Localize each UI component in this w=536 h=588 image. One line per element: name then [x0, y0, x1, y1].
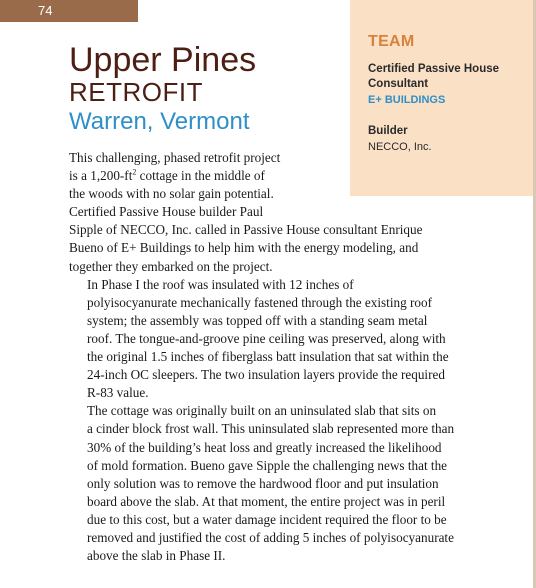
article-location: Warren, Vermont: [69, 108, 250, 135]
text-line: only solution was to remove the hardwood floor and put insulation: [87, 475, 439, 491]
team-role: Builder: [368, 125, 408, 137]
text-line: 24-inch OC sleepers. The two insulation layers provide the required: [87, 367, 445, 383]
text-line: together they embarked on the project.: [69, 258, 273, 274]
text-line: R-83 value.: [87, 385, 149, 401]
team-role: Certified Passive House Consultant: [368, 63, 500, 90]
page-number: 74: [38, 3, 53, 18]
text-line: the original 1.5 inches of fiberglass batt insulation that sat within the: [87, 349, 449, 365]
article-title-block: [69, 42, 359, 137]
article-body: [69, 149, 494, 565]
text-line: The cottage was originally built on an uninsulated slab that sits on: [87, 403, 437, 419]
team-name: NECCO, Inc.: [368, 141, 432, 153]
paragraph-intro: [69, 149, 494, 276]
text-line: due to this cost, but a water damage incident required the floor to be: [87, 511, 447, 527]
text-segment: is a 1,200-ft: [69, 168, 133, 184]
text-line: Sipple of NECCO, Inc. called in Passive House consultant Enrique: [69, 222, 423, 238]
text-line: roof. The tongue-and-groove pine ceiling was preserved, along with: [87, 330, 446, 346]
article-title: Upper Pines: [69, 41, 257, 79]
text-line: board above the slab. At that moment, the entire project was in peril: [87, 493, 446, 509]
text-line: removed and justified the cost of adding 5 inches of polyisocyanurate: [87, 529, 454, 545]
text-line: Certified Passive House builder Paul: [69, 204, 264, 220]
article-subtitle: RETROFIT: [69, 77, 203, 107]
team-entry-consultant: [368, 62, 521, 107]
team-heading: TEAM: [368, 33, 415, 50]
text-line: a cinder block frost wall. This uninsulated slab represented more than: [87, 421, 455, 437]
text-line: 30% of the building’s heat loss and greatly increased the likelihood: [87, 439, 442, 455]
text-line: Bueno of E+ Buildings to help him with the energy modeling, and: [69, 240, 419, 256]
text-line: the woods with no solar gain potential.: [69, 186, 274, 202]
text-line: above the slab in Phase II.: [87, 548, 226, 564]
text-line: of mold formation. Bueno gave Sipple the challenging news that the: [87, 457, 448, 473]
paragraph-phase-one: [69, 276, 494, 403]
text-line: [69, 167, 494, 185]
superscript: 2: [132, 167, 137, 177]
text-line: This challenging, phased retrofit project: [69, 150, 281, 165]
page-number-tab: [0, 0, 138, 22]
text-line: polyisocyanurate mechanically fastened through the existing roof: [87, 294, 432, 310]
text-line: system; the assembly was topped off with a standing seam metal: [87, 312, 428, 328]
text-line: In Phase I the roof was insulated with 12 inches of: [87, 276, 354, 292]
text-segment: cottage in the middle of: [136, 168, 265, 184]
team-org: E+ BUILDINGS: [368, 94, 446, 106]
paragraph-slab: [69, 402, 494, 565]
